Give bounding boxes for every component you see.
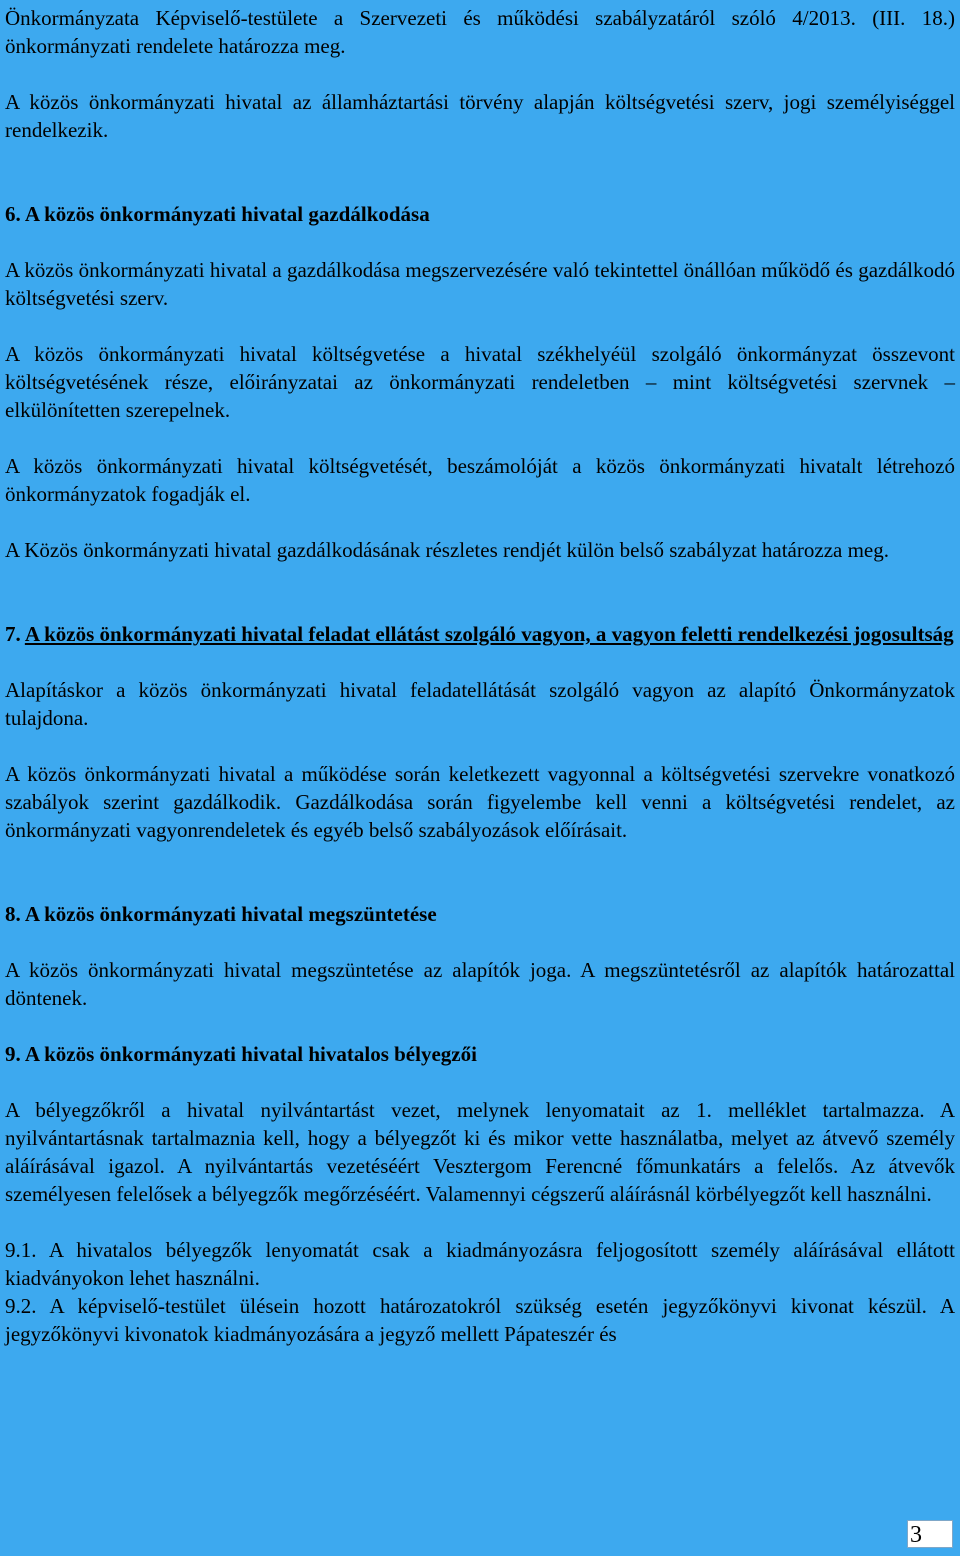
document-page <box>5 4 955 1348</box>
section-6-paragraph: A közös önkormányzati hivatal költségvetését, beszámolóját a közös önkormányzati hivatalt létrehozó önkormányzatok fogadják el. <box>5 454 955 506</box>
intro-paragraph: A közös önkormányzati hivatal az államháztartási törvény alapján költségvetési szerv, jogi személyiséggel rendelkezik. <box>5 90 955 142</box>
section-7-number: 7. <box>5 622 25 646</box>
intro-paragraph: Önkormányzata Képviselő-testülete a Szervezeti és működési szabályzatáról szóló 4/2013. (III. 18.) önkormányzati rendelete határozza meg. <box>5 6 955 58</box>
section-9-paragraph: A bélyegzőkről a hivatal nyilvántartást vezet, melynek lenyomatait az 1. melléklet tartalmazza. A nyilvántartásnak tartalmaznia kell, hogy a bélyegzőt ki és mikor vette használatba, melyet az átvevő személy aláírásával igazol. A nyilvántartás vezetéséért Vesztergom Ferencné főmunkatárs a felelős. Az átvevők személyesen felelősek a bélyegzők megőrzéséért. Valamennyi cégszerű aláírásnál körbélyegzőt kell használni. <box>5 1098 955 1206</box>
section-9-paragraph: 9.1. A hivatalos bélyegzők lenyomatát csak a kiadmányozásra feljogosított személy aláírásával ellátott kiadványokon lehet használni. <box>5 1238 955 1290</box>
section-9-heading: 9. A közös önkormányzati hivatal hivatalos bélyegzői <box>5 1042 477 1066</box>
section-7-title: A közös önkormányzati hivatal feladat ellátást szolgáló vagyon, a vagyon feletti rendelkezési jogosultság <box>24 622 954 646</box>
section-9-paragraph: 9.2. A képviselő-testület ülésein hozott határozatokról szükség esetén jegyzőkönyvi kivonat készül. A jegyzőkönyvi kivonatok kiadmányozására a jegyző mellett Pápateszér és <box>5 1294 955 1346</box>
section-6-heading: 6. A közös önkormányzati hivatal gazdálkodása <box>5 202 430 226</box>
section-7-heading <box>5 620 955 648</box>
section-7-paragraph: A közös önkormányzati hivatal a működése során keletkezett vagyonnal a költségvetési szervekre vonatkozó szabályok szerint gazdálkodik. Gazdálkodása során figyelembe kell venni a költségvetési rendelet, az önkormányzati vagyonrendeletek és egyéb belső szabályozások előírásait. <box>5 762 955 842</box>
section-8-paragraph: A közös önkormányzati hivatal megszüntetése az alapítók joga. A megszüntetésről az alapítók határozattal döntenek. <box>5 958 955 1010</box>
section-6-paragraph: A közös önkormányzati hivatal a gazdálkodása megszervezésére való tekintettel önállóan működő és gazdálkodó költségvetési szerv. <box>5 258 955 310</box>
section-8-heading: 8. A közös önkormányzati hivatal megszüntetése <box>5 902 437 926</box>
page-number: 3 <box>907 1520 953 1548</box>
section-6-paragraph: A Közös önkormányzati hivatal gazdálkodásának részletes rendjét külön belső szabályzat határozza meg. <box>5 538 889 562</box>
section-7-paragraph: Alapításkor a közös önkormányzati hivatal feladatellátását szolgáló vagyon az alapító Önkormányzatok tulajdona. <box>5 678 955 730</box>
section-6-paragraph: A közös önkormányzati hivatal költségvetése a hivatal székhelyéül szolgáló önkormányzat összevont költségvetésének része, előirányzatai az önkormányzati rendeletben – mint költségvetési szervnek – elkülönítetten szerepelnek. <box>5 342 955 422</box>
